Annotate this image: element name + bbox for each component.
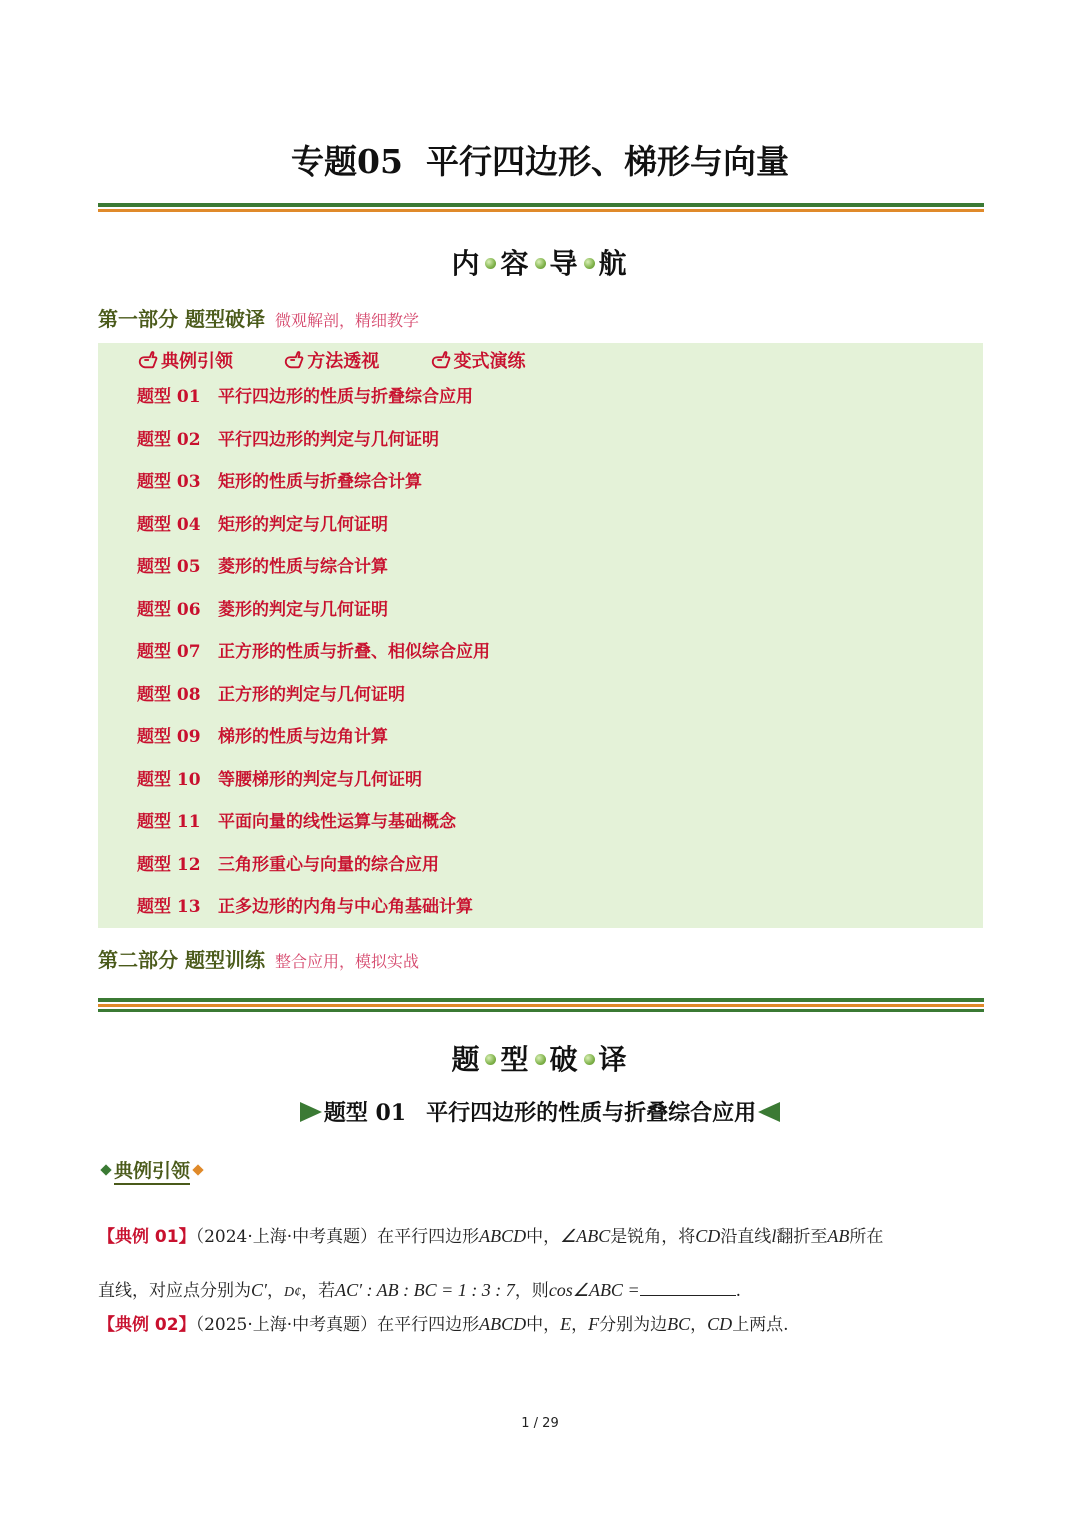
diamond-icon	[100, 1164, 111, 1175]
pointing-hand-icon	[283, 349, 305, 371]
toc-item[interactable]	[137, 423, 490, 466]
math: E	[560, 1314, 572, 1334]
part2-heading	[98, 944, 419, 973]
text: （2024·上海·中考真题）在平行四边形	[195, 1227, 480, 1247]
example-02	[98, 1310, 988, 1339]
toc-item-title: 正方形的判定与几何证明	[218, 684, 405, 705]
math: D¢	[283, 1285, 302, 1300]
green-dot-icon	[535, 1054, 546, 1065]
toc-item-code: 题型 04	[137, 514, 201, 535]
toc-item-title: 矩形的性质与折叠综合计算	[218, 472, 422, 492]
toc-item[interactable]	[137, 465, 490, 508]
diamond-icon	[192, 1164, 203, 1175]
text: （2025·上海·中考真题）在平行四边形	[195, 1315, 480, 1335]
example-tag: 【典例 02】	[98, 1315, 196, 1335]
green-dot-icon	[584, 1054, 595, 1065]
toc-header-label: 典例引领	[161, 351, 233, 372]
text: ，	[571, 1315, 589, 1335]
toc-list	[137, 380, 490, 933]
text: ，	[266, 1281, 284, 1301]
text: 上两点.	[732, 1315, 789, 1335]
toc-item-code: 题型 12	[137, 854, 201, 875]
text: ，	[690, 1315, 708, 1335]
toc-item-code: 题型 09	[137, 727, 201, 747]
triangle-left-icon	[758, 1102, 780, 1122]
math: BC	[667, 1314, 691, 1334]
text: 是锐角，将	[610, 1227, 696, 1247]
green-dot-icon	[535, 258, 546, 269]
toc-item-title: 三角形重心与向量的综合应用	[218, 854, 439, 875]
text: 中，	[526, 1315, 561, 1335]
toc-item-title: 平行四边形的判定与几何证明	[218, 429, 439, 450]
math: AC′ : AB : BC = 1 : 3 : 7	[335, 1280, 515, 1300]
toc-item[interactable]	[137, 593, 490, 636]
text: 沿直线	[720, 1227, 772, 1247]
math: F	[588, 1314, 600, 1334]
math: l	[771, 1226, 777, 1246]
nav-char: 导	[549, 247, 580, 280]
divider-top	[98, 203, 984, 212]
triangle-right-icon	[300, 1102, 322, 1122]
toc-item-title: 矩形的判定与几何证明	[218, 514, 388, 535]
toc-item-code: 题型 01	[137, 387, 201, 407]
text: 分别为边	[599, 1315, 668, 1335]
example-heading	[98, 1156, 206, 1183]
math: cos∠ABC =	[548, 1280, 640, 1300]
type01-text: 平行四边形的性质与折叠综合应用	[426, 1101, 757, 1126]
toc-item[interactable]	[137, 380, 490, 423]
title-number: 05	[357, 142, 403, 181]
title-prefix: 专题	[291, 142, 358, 181]
toc-item-code: 题型 08	[137, 684, 201, 705]
toc-item-title: 正多边形的内角与中心角基础计算	[218, 897, 473, 917]
divider-middle	[98, 998, 984, 1012]
green-dot-icon	[485, 1054, 496, 1065]
nav-title	[0, 242, 1080, 282]
toc-item-code: 题型 07	[137, 642, 201, 662]
part2-sub: 整合应用，模拟实战	[274, 952, 419, 971]
toc-item-code: 题型 11	[137, 812, 201, 832]
type01-title	[0, 1096, 1080, 1127]
nav-char: 容	[500, 247, 531, 280]
answer-blank[interactable]	[640, 1279, 736, 1296]
toc-headers	[137, 347, 570, 373]
part1-label: 第一部分 题型破译	[98, 307, 265, 331]
math: C′	[251, 1280, 267, 1300]
section-char: 型	[500, 1043, 531, 1076]
toc-item-title: 平行四边形的性质与折叠综合应用	[218, 387, 473, 407]
toc-item[interactable]	[137, 805, 490, 848]
toc-item-code: 题型 10	[137, 769, 201, 790]
toc-item[interactable]	[137, 720, 490, 763]
toc-item-code: 题型 05	[137, 557, 201, 577]
toc-item[interactable]	[137, 763, 490, 806]
text: ，则	[514, 1281, 549, 1301]
toc-item-title: 梯形的性质与边角计算	[218, 727, 388, 747]
math: ABCD	[479, 1314, 527, 1334]
toc-item-code: 题型 02	[137, 429, 201, 450]
pointing-hand-icon	[430, 349, 452, 371]
title-text: 平行四边形、梯形与向量	[425, 142, 789, 181]
toc-item[interactable]	[137, 848, 490, 891]
section-char: 破	[549, 1043, 580, 1076]
text: ，若	[301, 1281, 336, 1301]
nav-char: 航	[598, 247, 629, 280]
toc-item-title: 菱形的判定与几何证明	[218, 599, 388, 620]
toc-item[interactable]	[137, 635, 490, 678]
toc-item[interactable]	[137, 508, 490, 551]
example-tag: 【典例 01】	[98, 1227, 196, 1247]
page-title	[0, 136, 1080, 183]
pointing-hand-icon	[137, 349, 159, 371]
toc-item-title: 等腰梯形的判定与几何证明	[218, 769, 422, 790]
math: AB	[827, 1226, 850, 1246]
text: 中，	[526, 1227, 561, 1247]
part1-heading	[98, 303, 419, 332]
toc-header	[137, 347, 233, 373]
type01-code: 题型 01	[323, 1100, 407, 1126]
text: 所在	[849, 1227, 884, 1247]
toc-item[interactable]	[137, 550, 490, 593]
text: 翻折至	[776, 1227, 828, 1247]
section-char: 译	[598, 1043, 629, 1076]
page-number: 1 / 29	[521, 1416, 559, 1431]
green-dot-icon	[584, 258, 595, 269]
toc-item-code: 题型 13	[137, 897, 201, 917]
text: .	[735, 1281, 741, 1301]
text: 直线，对应点分别为	[98, 1281, 251, 1301]
toc-header	[430, 347, 526, 373]
example-heading-label: 典例引领	[114, 1160, 190, 1185]
math: CD	[695, 1226, 721, 1246]
toc-item-code: 题型 06	[137, 599, 201, 620]
toc-header-label: 方法透视	[307, 351, 380, 372]
section-title	[0, 1038, 1080, 1078]
math: CD	[707, 1314, 733, 1334]
math: ABCD	[479, 1226, 527, 1246]
toc-item[interactable]	[137, 890, 490, 933]
part1-sub: 微观解剖，精细教学	[274, 311, 419, 330]
nav-char: 内	[451, 247, 482, 280]
example-01	[98, 1210, 988, 1319]
toc-item-code: 题型 03	[137, 472, 201, 492]
toc-item-title: 平面向量的线性运算与基础概念	[218, 812, 456, 832]
section-char: 题	[451, 1043, 482, 1076]
toc-header	[283, 347, 379, 373]
toc-item-title: 菱形的性质与综合计算	[218, 557, 388, 577]
toc-item-title: 正方形的性质与折叠、相似综合应用	[218, 642, 490, 662]
part2-label: 第二部分 题型训练	[98, 948, 265, 972]
toc-item[interactable]	[137, 678, 490, 721]
math: ∠ABC	[560, 1226, 611, 1246]
toc-header-label: 变式演练	[453, 351, 526, 372]
green-dot-icon	[485, 258, 496, 269]
